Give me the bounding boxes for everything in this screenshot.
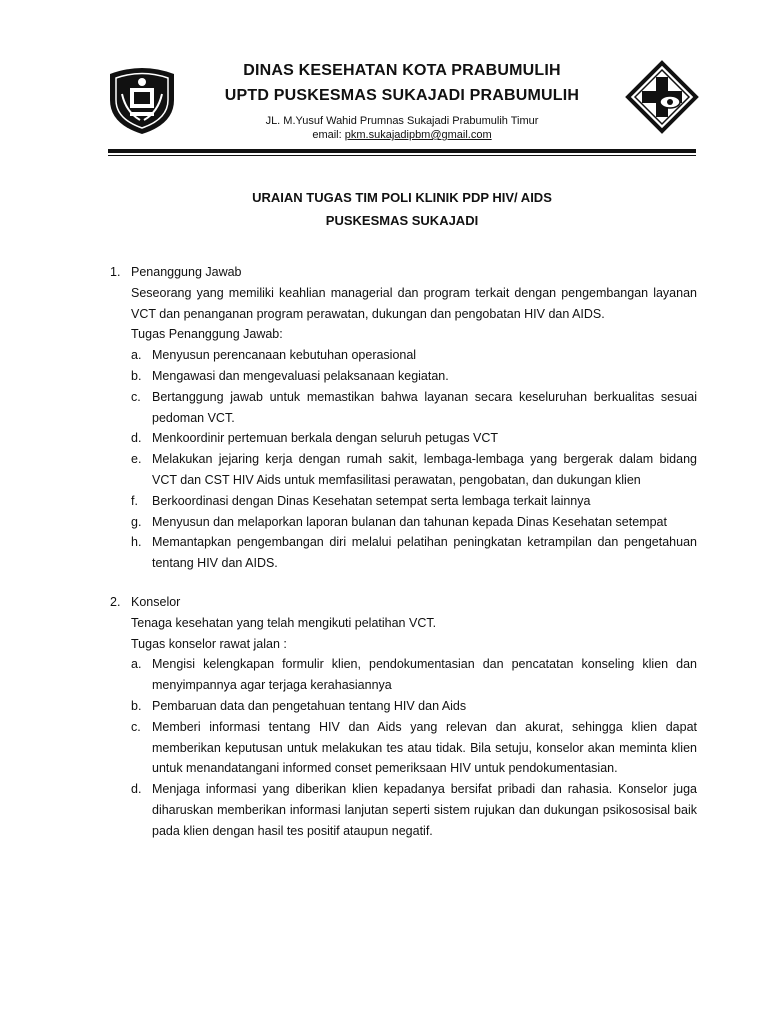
list-item [131,532,697,574]
item-text: Memantapkan pengembangan diri melalui pelatihan peningkatan ketrampilan dan pengetahuan tentang HIV dan AIDS. [152,535,697,571]
list-item [131,779,697,841]
item-label: c. [131,719,141,734]
item-label: d. [131,782,142,797]
tasks-label: Tugas konselor rawat jalan : [131,636,287,651]
section-number: 2. [110,594,121,609]
item-text: Menyusun perencanaan kebutuhan operasional [152,348,417,363]
list-item [131,449,697,491]
email-link[interactable]: pkm.sukajadipbm@gmail.com [344,129,492,141]
item-text: Menjaga informasi yang diberikan klien kepadanya bersifat pribadi dan rahasia. Konselor juga diharuskan memberikan informasi lanjutan seperti sistem rujukan dan dukungan psikososisal baik pada klien dengan hasil tes positif ataupun negatif. [152,782,697,838]
tasks-label: Tugas Penanggung Jawab: [131,327,283,342]
item-label: d. [131,431,142,446]
clinic-name: UPTD PUSKESMAS SUKAJADI PRABUMULIH [224,87,580,104]
section-konselor [110,592,697,842]
item-text: Menyusun dan melaporkan laporan bulanan dan tahunan kepada Dinas Kesehatan setempat [152,514,667,529]
list-item [131,717,697,779]
item-label: a. [131,348,142,363]
section-heading [110,262,697,283]
header-divider-thick [108,149,696,153]
email-label: email: [312,129,345,141]
agency-name: DINAS KESEHATAN KOTA PRABUMULIH [243,62,561,79]
item-text: Menkoordinir pertemuan berkala dengan seluruh petugas VCT [152,431,499,446]
item-label: b. [131,368,142,383]
item-text: Memberi informasi tentang HIV dan Aids yang relevan dan akurat, sehingga klien dapat memberikan keputusan untuk melakukan tes atau tidak. Bila setuju, konselor akan meminta klien untuk menandatangani informed conset pemeriksaan HIV untuk pendokumentasian. [152,719,697,776]
list-item [131,366,697,387]
item-label: f. [131,493,138,508]
section-heading [110,592,697,613]
list-item [131,428,697,449]
header-divider-thin [108,155,696,156]
item-text: Berkoordinasi dengan Dinas Kesehatan setempat serta lembaga terkait lainnya [152,493,591,508]
item-text: Bertanggung jawab untuk memastikan bahwa layanan secara keseluruhan berkualitas sesuai pedoman VCT. [152,389,697,425]
section-title: Konselor [131,594,181,609]
health-cross-emblem-icon [625,60,699,134]
section-title: Penanggung Jawab [131,265,242,279]
list-item [131,491,697,512]
item-text: Pembaruan data dan pengetahuan tentang HIV dan Aids [152,698,467,713]
item-text: Mengawasi dan mengevaluasi pelaksanaan kegiatan. [152,368,449,383]
item-text: Melakukan jejaring kerja dengan rumah sakit, lembaga-lembaga yang bergerak dalam bidang VCT dan CST HIV Aids untuk memfasilitasi perawatan, pengobatan, dan dukungan klien [152,452,697,487]
item-label: g. [131,514,142,529]
list-item [131,512,697,533]
item-text: Mengisi kelengkapan formulir klien, pendokumentasian dan pencatatan konseling klien dan menyimpannya agar terjaga kerahasiannya [152,657,697,693]
address: JL. M.Yusuf Wahid Prumnas Sukajadi Prabumulih Timur [265,115,539,127]
section-description: Tenaga kesehatan yang telah mengikuti pelatihan VCT. [131,615,437,630]
list-item [131,387,697,429]
document-body [110,262,697,842]
item-label: b. [131,698,142,713]
list-item [131,345,697,366]
document-title: URAIAN TUGAS TIM POLI KLINIK PDP HIV/ AIDS [252,190,552,205]
list-item [131,654,697,696]
city-emblem-icon [106,60,178,136]
item-label: h. [131,535,142,550]
section-penanggung-jawab [110,262,697,574]
item-label: c. [131,389,141,404]
section-number: 1. [110,265,121,279]
document-subtitle: PUSKESMAS SUKAJADI [325,213,479,228]
email-line [180,129,624,141]
section-description: Seseorang yang memiliki keahlian managerial dan program terkait dengan pengembangan layanan VCT dan penanganan program perawatan, dukungan dan pengobatan HIV dan AIDS. [131,285,697,321]
list-item [131,696,697,717]
item-label: a. [131,657,142,672]
item-label: e. [131,452,142,467]
